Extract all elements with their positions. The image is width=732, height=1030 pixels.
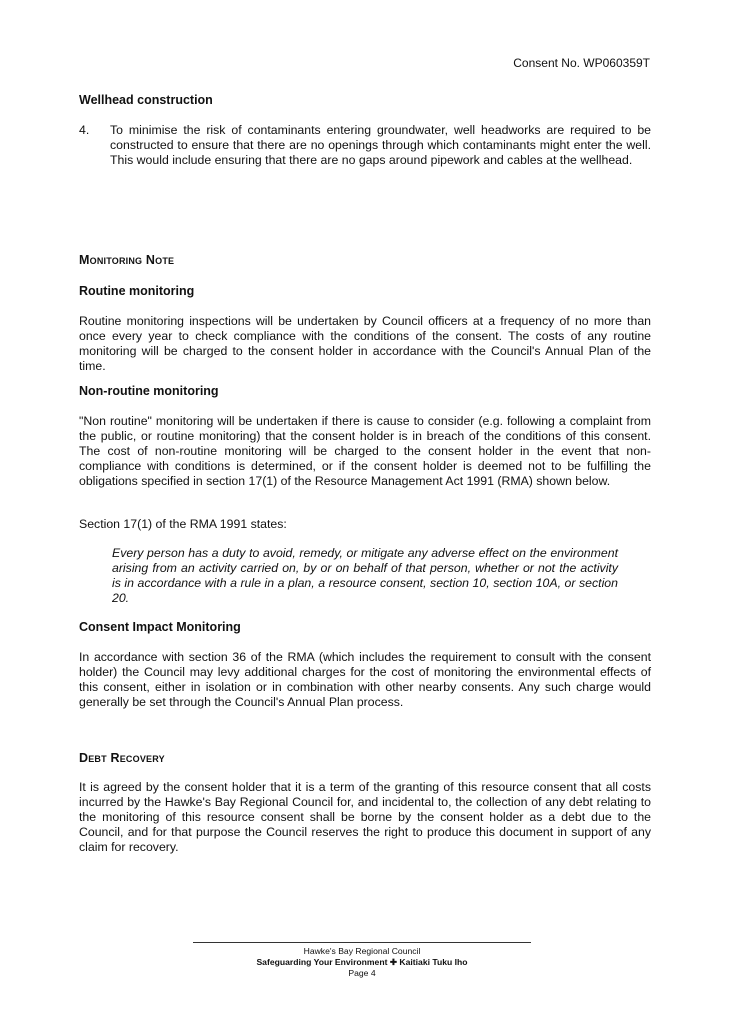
consent-impact-text: In accordance with section 36 of the RMA (which includes the requirement to consult with the consent holder) the Council may levy additional charges for the cost of monitoring the environmental effects of this consent, either in isolation or in combination with other nearby consents. Any such charge would generally be set through the Council's Annual Plan process. bbox=[79, 650, 651, 709]
wellhead-item-text: To minimise the risk of contaminants entering groundwater, well headworks are required to be constructed to ensure that there are no openings through which contaminants might enter the well. This would include ensuring that there are no gaps around pipework and cables at the wellhead. bbox=[110, 123, 651, 167]
consent-impact-heading: Consent Impact Monitoring bbox=[79, 620, 241, 634]
footer-divider bbox=[193, 942, 531, 943]
consent-number: Consent No. WP060359T bbox=[513, 56, 650, 70]
item-number: 4. bbox=[79, 123, 90, 137]
section-quote: Every person has a duty to avoid, remedy, or mitigate any adverse effect on the environment arising from an activity carried on, by or on behalf of that person, whether or not the activity is in accordance with a rule in a plan, a resource consent, section 10, section 10A, or section 20. bbox=[112, 546, 618, 605]
debt-recovery-text: It is agreed by the consent holder that it is a term of the granting of this resource consent that all costs incurred by the Hawke's Bay Regional Council for, and incidental to, the collection of any debt relating to the monitoring of this resource consent shall be borne by the consent holder as a debt due to the Council, and for that purpose the Council reserves the right to produce this document in support of any claim for recovery. bbox=[79, 780, 651, 854]
footer-org: Hawke's Bay Regional Council bbox=[303, 946, 421, 956]
debt-recovery-heading: Debt Recovery bbox=[79, 751, 165, 765]
footer-page-number: Page 4 bbox=[348, 968, 376, 978]
nonroutine-monitoring-heading: Non-routine monitoring bbox=[79, 384, 219, 398]
wellhead-heading: Wellhead construction bbox=[79, 93, 213, 107]
routine-monitoring-heading: Routine monitoring bbox=[79, 284, 195, 298]
monitoring-note-heading: Monitoring Note bbox=[79, 253, 175, 267]
nonroutine-monitoring-text: "Non routine" monitoring will be undertaken if there is cause to consider (e.g. following a complaint from the public, or routine monitoring) that the consent holder is in breach of the conditions of this consent. The cost of non-routine monitoring will be charged to the consent holder in the event that non-compliance with conditions is determined, or if the consent holder is deemed not to be fulfilling the obligations specified in section 17(1) of the Resource Management Act 1991 (RMA) shown below. bbox=[79, 414, 651, 488]
routine-monitoring-text: Routine monitoring inspections will be undertaken by Council officers at a frequency of no more than once every year to check compliance with the conditions of the consent. The costs of any routine monitoring will be charged to the consent holder in accordance with the Council's Annual Plan of the time. bbox=[79, 314, 651, 373]
section-intro: Section 17(1) of the RMA 1991 states: bbox=[79, 517, 287, 531]
footer-tagline: Safeguarding Your Environment ✚ Kaitiaki Tuku Iho bbox=[256, 957, 468, 967]
